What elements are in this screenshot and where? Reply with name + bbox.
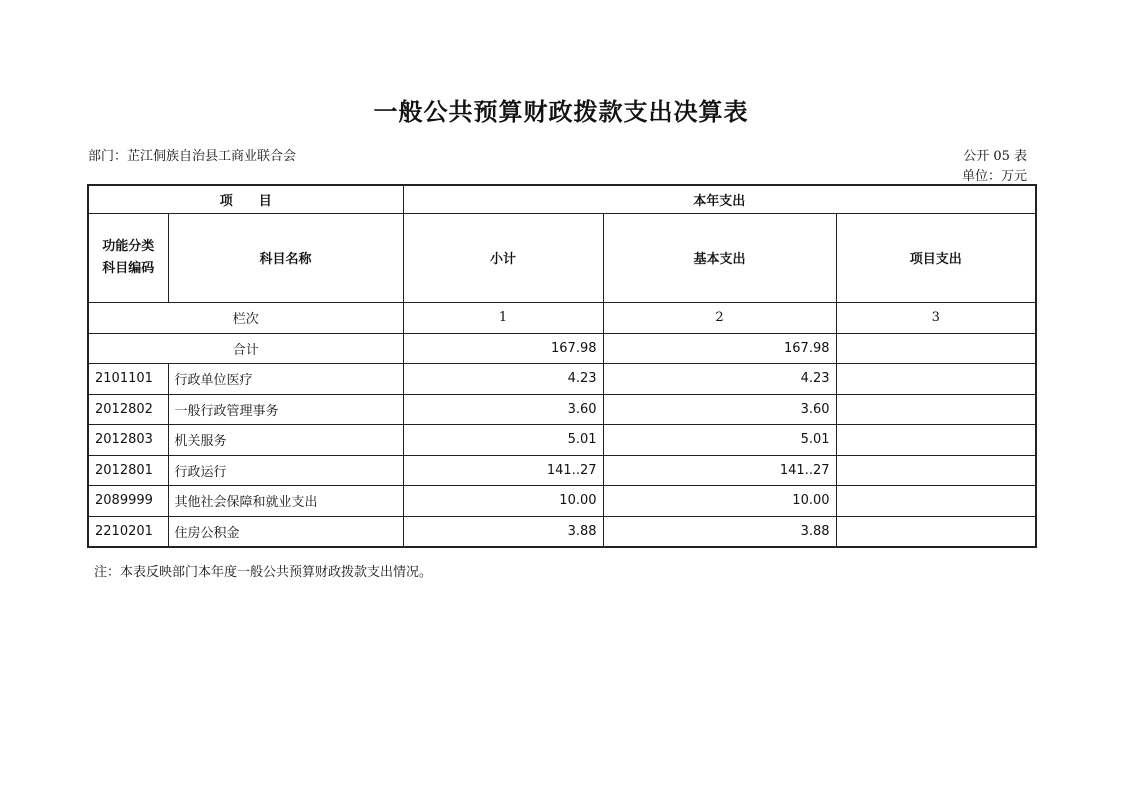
row-code: 2012801 — [88, 455, 168, 485]
row-basic: 3.88 — [603, 516, 836, 547]
col-index-1: 1 — [403, 302, 603, 333]
row-name: 一般行政管理事务 — [168, 394, 403, 424]
row-name: 行政单位医疗 — [168, 363, 403, 394]
row-subtotal: 3.88 — [403, 516, 603, 547]
row-project — [836, 363, 1036, 394]
total-row — [88, 333, 1036, 363]
form-number: 公开 05 表 — [963, 149, 1027, 164]
row-project — [836, 516, 1036, 547]
header-subject-name: 科目名称 — [168, 213, 403, 302]
col-index-label: 栏次 — [88, 302, 403, 333]
header-project: 项目支出 — [836, 213, 1036, 302]
total-basic: 167.98 — [603, 333, 836, 363]
total-project — [836, 333, 1036, 363]
row-subtotal: 10.00 — [403, 485, 603, 516]
header-item: 项 目 — [88, 185, 403, 213]
row-subtotal: 141..27 — [403, 455, 603, 485]
row-name: 其他社会保障和就业支出 — [168, 485, 403, 516]
row-code: 2210201 — [88, 516, 168, 547]
header-func-code-line1: 功能分类 — [102, 238, 155, 254]
row-code: 2012802 — [88, 394, 168, 424]
row-subtotal: 3.60 — [403, 394, 603, 424]
table-row — [88, 363, 1036, 394]
expenditure-table — [87, 184, 1037, 548]
row-name: 住房公积金 — [168, 516, 403, 547]
page-title: 一般公共预算财政拨款支出决算表 — [373, 97, 749, 126]
row-name: 机关服务 — [168, 424, 403, 455]
row-basic: 3.60 — [603, 394, 836, 424]
header-subtotal: 小计 — [403, 213, 603, 302]
row-project — [836, 455, 1036, 485]
row-basic: 4.23 — [603, 363, 836, 394]
unit-label: 单位：万元 — [961, 169, 1027, 184]
table-row — [88, 485, 1036, 516]
header-row-2 — [88, 213, 1036, 302]
header-basic: 基本支出 — [603, 213, 836, 302]
header-func-code — [88, 213, 168, 302]
row-code: 2089999 — [88, 485, 168, 516]
header-row-1 — [88, 185, 1036, 213]
row-name: 行政运行 — [168, 455, 403, 485]
row-code: 2101101 — [88, 363, 168, 394]
col-index-3: 3 — [836, 302, 1036, 333]
row-basic: 10.00 — [603, 485, 836, 516]
total-subtotal: 167.98 — [403, 333, 603, 363]
row-basic: 5.01 — [603, 424, 836, 455]
total-label: 合计 — [88, 333, 403, 363]
table-row — [88, 394, 1036, 424]
row-project — [836, 424, 1036, 455]
header-current-year: 本年支出 — [403, 185, 1036, 213]
table-row — [88, 424, 1036, 455]
row-subtotal: 5.01 — [403, 424, 603, 455]
table-note: 注：本表反映部门本年度一般公共预算财政拨款支出情况。 — [94, 565, 433, 580]
row-basic: 141..27 — [603, 455, 836, 485]
row-project — [836, 485, 1036, 516]
department-label: 部门：芷江侗族自治县工商业联合会 — [88, 149, 297, 164]
table-row — [88, 455, 1036, 485]
table-row — [88, 516, 1036, 547]
col-index-2: 2 — [603, 302, 836, 333]
col-index-row — [88, 302, 1036, 333]
header-func-code-line2: 科目编码 — [102, 260, 155, 276]
row-subtotal: 4.23 — [403, 363, 603, 394]
row-code: 2012803 — [88, 424, 168, 455]
row-project — [836, 394, 1036, 424]
